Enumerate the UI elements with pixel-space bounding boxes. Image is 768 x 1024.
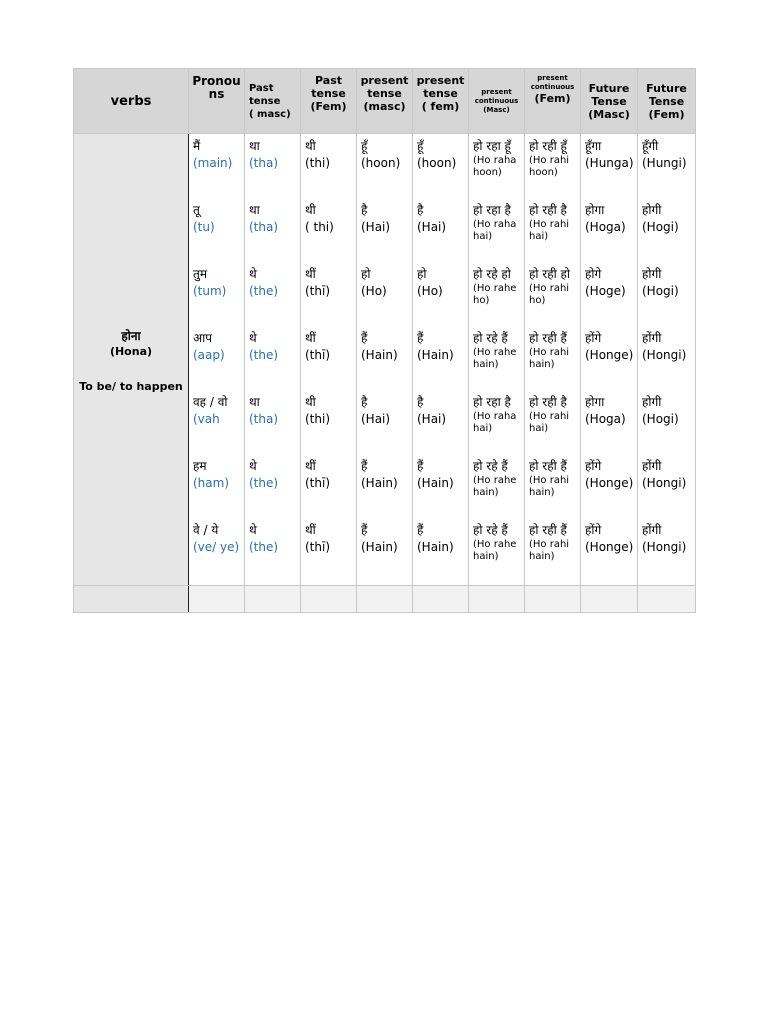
hindi-form: हम xyxy=(193,459,207,473)
hindi-form: होगी xyxy=(642,267,662,281)
romanized-form: (Ho) xyxy=(417,284,443,298)
conjugation-entry xyxy=(529,137,580,201)
hindi-form: हो रही है xyxy=(529,395,567,409)
conjugation-entry xyxy=(642,457,695,521)
romanized-form: (tha) xyxy=(249,412,279,426)
hindi-form: है xyxy=(361,395,368,409)
conjugation-entry xyxy=(249,201,300,265)
empty-cell xyxy=(469,586,525,613)
header-present-fem: present tense ( fem) xyxy=(413,69,469,134)
romanized-form: (thi) xyxy=(305,156,331,170)
conjugation-entry xyxy=(642,137,695,201)
conjugation-entry xyxy=(305,201,356,265)
romanized-form: (tu) xyxy=(193,220,215,234)
conjugation-entry xyxy=(585,521,637,585)
romanized-form: (Ho rahi hai) xyxy=(529,411,570,434)
col-present-masc xyxy=(357,134,413,586)
hindi-form: होंगी xyxy=(642,523,662,537)
col-present-continuous-fem xyxy=(525,134,581,586)
hindi-form: हैं xyxy=(417,523,424,537)
hindi-form: तुम xyxy=(193,267,208,281)
hindi-form: हो रहे हैं xyxy=(473,331,508,345)
romanized-form: (Ho rahi hain) xyxy=(529,347,570,370)
conjugation-entry xyxy=(529,265,580,329)
conjugation-entry xyxy=(249,265,300,329)
hindi-form: थीं xyxy=(305,459,316,473)
romanized-form: (Hain) xyxy=(417,540,454,554)
col-past-fem xyxy=(301,134,357,586)
hindi-form: हो रहा है xyxy=(473,203,511,217)
empty-cell xyxy=(245,586,301,613)
col-past-masc xyxy=(245,134,301,586)
romanized-form: (Hogi) xyxy=(642,284,679,298)
romanized-form: (aap) xyxy=(193,348,225,362)
empty-cell xyxy=(581,586,638,613)
conjugation-entry xyxy=(529,393,580,457)
empty-cell xyxy=(189,586,245,613)
hindi-form: हूँ xyxy=(361,139,368,153)
romanized-form: (Hain) xyxy=(417,476,454,490)
header-present-continuous-fem: present continuous (Fem) xyxy=(525,69,581,134)
hindi-form: हैं xyxy=(361,331,368,345)
romanized-form: (thī) xyxy=(305,540,331,554)
hindi-form: होगी xyxy=(642,203,662,217)
conjugation-entry xyxy=(473,137,524,201)
conjugation-entry xyxy=(585,329,637,393)
hindi-form: हो रही हैं xyxy=(529,459,567,473)
verb-roman: (Hona) xyxy=(109,344,153,358)
header-future-fem: Future Tense (Fem) xyxy=(638,69,696,134)
conjugation-entry xyxy=(473,521,524,585)
conjugation-entry xyxy=(585,265,637,329)
romanized-form: (Hain) xyxy=(361,476,398,490)
conjugation-entry xyxy=(585,201,637,265)
verb-hindi: होना xyxy=(121,328,141,343)
conjugation-entry xyxy=(417,265,468,329)
header-verbs: verbs xyxy=(74,69,189,134)
romanized-form: (vah xyxy=(193,412,220,426)
hindi-form: है xyxy=(417,203,424,217)
romanized-form: (Hogi) xyxy=(642,412,679,426)
romanized-form: (Ho rahe hain) xyxy=(473,347,517,370)
hindi-form: होगा xyxy=(585,203,605,217)
romanized-form: (thī) xyxy=(305,284,331,298)
romanized-form: (Ho rahe hain) xyxy=(473,539,517,562)
hindi-form: थे xyxy=(249,267,257,281)
romanized-form: (Ho rahi hoon) xyxy=(529,155,570,178)
romanized-form: (Hain) xyxy=(417,348,454,362)
col-pronouns xyxy=(189,134,245,586)
hindi-form: हूँ xyxy=(417,139,424,153)
romanized-form: (the) xyxy=(249,476,279,490)
romanized-form: (thī) xyxy=(305,348,331,362)
romanized-form: (Hain) xyxy=(361,348,398,362)
conjugation-entry xyxy=(642,201,695,265)
hindi-form: हो रही हैं xyxy=(529,523,567,537)
hindi-form: वह / वो xyxy=(193,395,228,409)
conjugation-entry xyxy=(642,265,695,329)
conjugation-entry xyxy=(305,329,356,393)
empty-cell xyxy=(638,586,696,613)
romanized-form: (Hongi) xyxy=(642,476,687,490)
hindi-form: हो रही है xyxy=(529,203,567,217)
hindi-form: थी xyxy=(305,139,316,153)
empty-cell xyxy=(74,586,189,613)
hindi-form: होगी xyxy=(642,395,662,409)
romanized-form: (Ho raha hai) xyxy=(473,411,517,434)
conjugation-entry xyxy=(529,329,580,393)
romanized-form: ( thi) xyxy=(305,220,334,234)
header-future-masc: Future Tense (Masc) xyxy=(581,69,638,134)
romanized-form: (Hai) xyxy=(361,412,391,426)
romanized-form: (Ho rahi hain) xyxy=(529,539,570,562)
hindi-form: हो रही हैं xyxy=(529,331,567,345)
conjugation-entry xyxy=(249,457,300,521)
empty-cell xyxy=(301,586,357,613)
conjugation-entry xyxy=(361,329,412,393)
romanized-form: (ham) xyxy=(193,476,230,490)
hindi-form: होंगे xyxy=(585,523,602,537)
header-pronouns: Pronou ns xyxy=(189,69,245,134)
conjugation-entry xyxy=(193,521,244,585)
romanized-form: (Hoga) xyxy=(585,412,626,426)
hindi-form: तू xyxy=(193,203,200,217)
empty-cell xyxy=(413,586,469,613)
hindi-form: हो रही हो xyxy=(529,267,570,281)
hindi-form: आप xyxy=(193,331,213,345)
hindi-form: हो xyxy=(361,267,371,281)
empty-cell xyxy=(357,586,413,613)
conjugation-entry xyxy=(417,137,468,201)
hindi-form: हो रहे हो xyxy=(473,267,511,281)
hindi-form: था xyxy=(249,139,260,153)
romanized-form: (thi) xyxy=(305,412,331,426)
hindi-form: थी xyxy=(305,203,316,217)
conjugation-entry xyxy=(305,137,356,201)
conjugation-entry xyxy=(193,393,244,457)
romanized-form: (tha) xyxy=(249,156,279,170)
romanized-form: (Ho rahi ho) xyxy=(529,283,570,306)
conjugation-entry xyxy=(529,521,580,585)
conjugation-entry xyxy=(361,393,412,457)
empty-row xyxy=(74,586,696,613)
romanized-form: (the) xyxy=(249,348,279,362)
hindi-form: होंगे xyxy=(585,331,602,345)
col-future-masc xyxy=(581,134,638,586)
romanized-form: (Hain) xyxy=(361,540,398,554)
romanized-form: (Hoge) xyxy=(585,284,626,298)
conjugation-entry xyxy=(473,265,524,329)
conjugation-entry xyxy=(473,393,524,457)
hindi-form: थीं xyxy=(305,267,316,281)
romanized-form: (Hongi) xyxy=(642,348,687,362)
conjugation-entry xyxy=(642,329,695,393)
romanized-form: (ve/ ye) xyxy=(193,540,240,554)
conjugation-entry xyxy=(305,265,356,329)
hindi-form: हो रहे हैं xyxy=(473,459,508,473)
conjugation-entry xyxy=(529,457,580,521)
romanized-form: (Honge) xyxy=(585,348,634,362)
romanized-form: (Hungi) xyxy=(642,156,687,170)
hindi-form: हो रहे हैं xyxy=(473,523,508,537)
header-past-masc: Past tense ( masc) xyxy=(245,69,301,134)
conjugation-entry xyxy=(473,201,524,265)
conjugation-entry xyxy=(193,457,244,521)
romanized-form: (Ho rahe hain) xyxy=(473,475,517,498)
conjugation-entry xyxy=(361,265,412,329)
col-future-fem xyxy=(638,134,696,586)
romanized-form: (Hoga) xyxy=(585,220,626,234)
hindi-form: हो रहा हूँ xyxy=(473,139,511,153)
conjugation-entry xyxy=(193,201,244,265)
hindi-form: था xyxy=(249,395,260,409)
conjugation-entry xyxy=(417,457,468,521)
hindi-form: होगे xyxy=(585,267,602,281)
romanized-form: (Hai) xyxy=(361,220,391,234)
hindi-form: हैं xyxy=(417,459,424,473)
conjugation-entry xyxy=(417,201,468,265)
romanized-form: (Hai) xyxy=(417,412,447,426)
hindi-form: थे xyxy=(249,331,257,345)
conjugation-entry xyxy=(585,457,637,521)
verb-conjugation-table xyxy=(73,68,696,613)
conjugation-entry xyxy=(417,329,468,393)
conjugation-entry xyxy=(193,265,244,329)
romanized-form: (Hongi) xyxy=(642,540,687,554)
conjugation-entry xyxy=(361,457,412,521)
hindi-form: था xyxy=(249,203,260,217)
romanized-form: (tha) xyxy=(249,220,279,234)
conjugation-entry xyxy=(249,137,300,201)
romanized-form: (hoon) xyxy=(361,156,401,170)
hindi-form: है xyxy=(417,395,424,409)
conjugation-entry xyxy=(305,521,356,585)
romanized-form: (tum) xyxy=(193,284,227,298)
verb-cell xyxy=(74,134,189,586)
romanized-form: (Ho rahe ho) xyxy=(473,283,517,306)
hindi-form: थे xyxy=(249,459,257,473)
hindi-form: होंगी xyxy=(642,459,662,473)
romanized-form: (Hunga) xyxy=(585,156,634,170)
col-present-fem xyxy=(413,134,469,586)
romanized-form: (thī) xyxy=(305,476,331,490)
header-past-fem: Past tense (Fem) xyxy=(301,69,357,134)
romanized-form: (Hogi) xyxy=(642,220,679,234)
conjugation-entry xyxy=(529,201,580,265)
conjugation-entry xyxy=(193,329,244,393)
empty-cell xyxy=(525,586,581,613)
conjugation-entry xyxy=(305,393,356,457)
hindi-form: थीं xyxy=(305,331,316,345)
conjugation-entry xyxy=(249,329,300,393)
romanized-form: (Ho raha hai) xyxy=(473,219,517,242)
conjugation-entry xyxy=(585,393,637,457)
hindi-form: है xyxy=(361,203,368,217)
hindi-form: हैं xyxy=(361,523,368,537)
romanized-form: (Hai) xyxy=(417,220,447,234)
romanized-form: (Honge) xyxy=(585,476,634,490)
conjugation-entry xyxy=(417,393,468,457)
hindi-form: होगा xyxy=(585,395,605,409)
col-present-continuous-masc xyxy=(469,134,525,586)
conjugation-row xyxy=(74,134,696,586)
conjugation-entry xyxy=(249,521,300,585)
header-present-masc: present tense (masc) xyxy=(357,69,413,134)
conjugation-entry xyxy=(473,329,524,393)
romanized-form: (hoon) xyxy=(417,156,457,170)
hindi-form: थीं xyxy=(305,523,316,537)
header-present-continuous-masc: present continuous (Masc) xyxy=(469,69,525,134)
conjugation-entry xyxy=(361,201,412,265)
hindi-form: मैं xyxy=(193,139,201,153)
romanized-form: (main) xyxy=(193,156,233,170)
romanized-form: (Ho) xyxy=(361,284,387,298)
conjugation-entry xyxy=(249,393,300,457)
verb-meaning: To be/ to happen xyxy=(79,379,183,393)
romanized-form: (Ho rahi hain) xyxy=(529,475,570,498)
conjugation-entry xyxy=(305,457,356,521)
hindi-form: हूँगी xyxy=(642,139,659,153)
conjugation-entry xyxy=(585,137,637,201)
romanized-form: (Ho rahi hai) xyxy=(529,219,570,242)
conjugation-entry xyxy=(361,521,412,585)
conjugation-entry xyxy=(417,521,468,585)
hindi-form: हो रहा है xyxy=(473,395,511,409)
hindi-form: थे xyxy=(249,523,257,537)
conjugation-entry xyxy=(642,393,695,457)
hindi-form: हूँगा xyxy=(585,139,602,153)
hindi-form: होंगे xyxy=(585,459,602,473)
romanized-form: (the) xyxy=(249,284,279,298)
hindi-form: थी xyxy=(305,395,316,409)
romanized-form: (the) xyxy=(249,540,279,554)
hindi-form: वे / ये xyxy=(193,523,219,537)
header-row xyxy=(74,69,696,134)
conjugation-entry xyxy=(361,137,412,201)
romanized-form: (Honge) xyxy=(585,540,634,554)
hindi-form: हो रही हूँ xyxy=(529,139,567,153)
hindi-form: हैं xyxy=(361,459,368,473)
conjugation-entry xyxy=(642,521,695,585)
hindi-form: हो xyxy=(417,267,427,281)
conjugation-entry xyxy=(473,457,524,521)
hindi-form: हैं xyxy=(417,331,424,345)
romanized-form: (Ho raha hoon) xyxy=(473,155,517,178)
hindi-form: होंगी xyxy=(642,331,662,345)
conjugation-entry xyxy=(193,137,244,201)
